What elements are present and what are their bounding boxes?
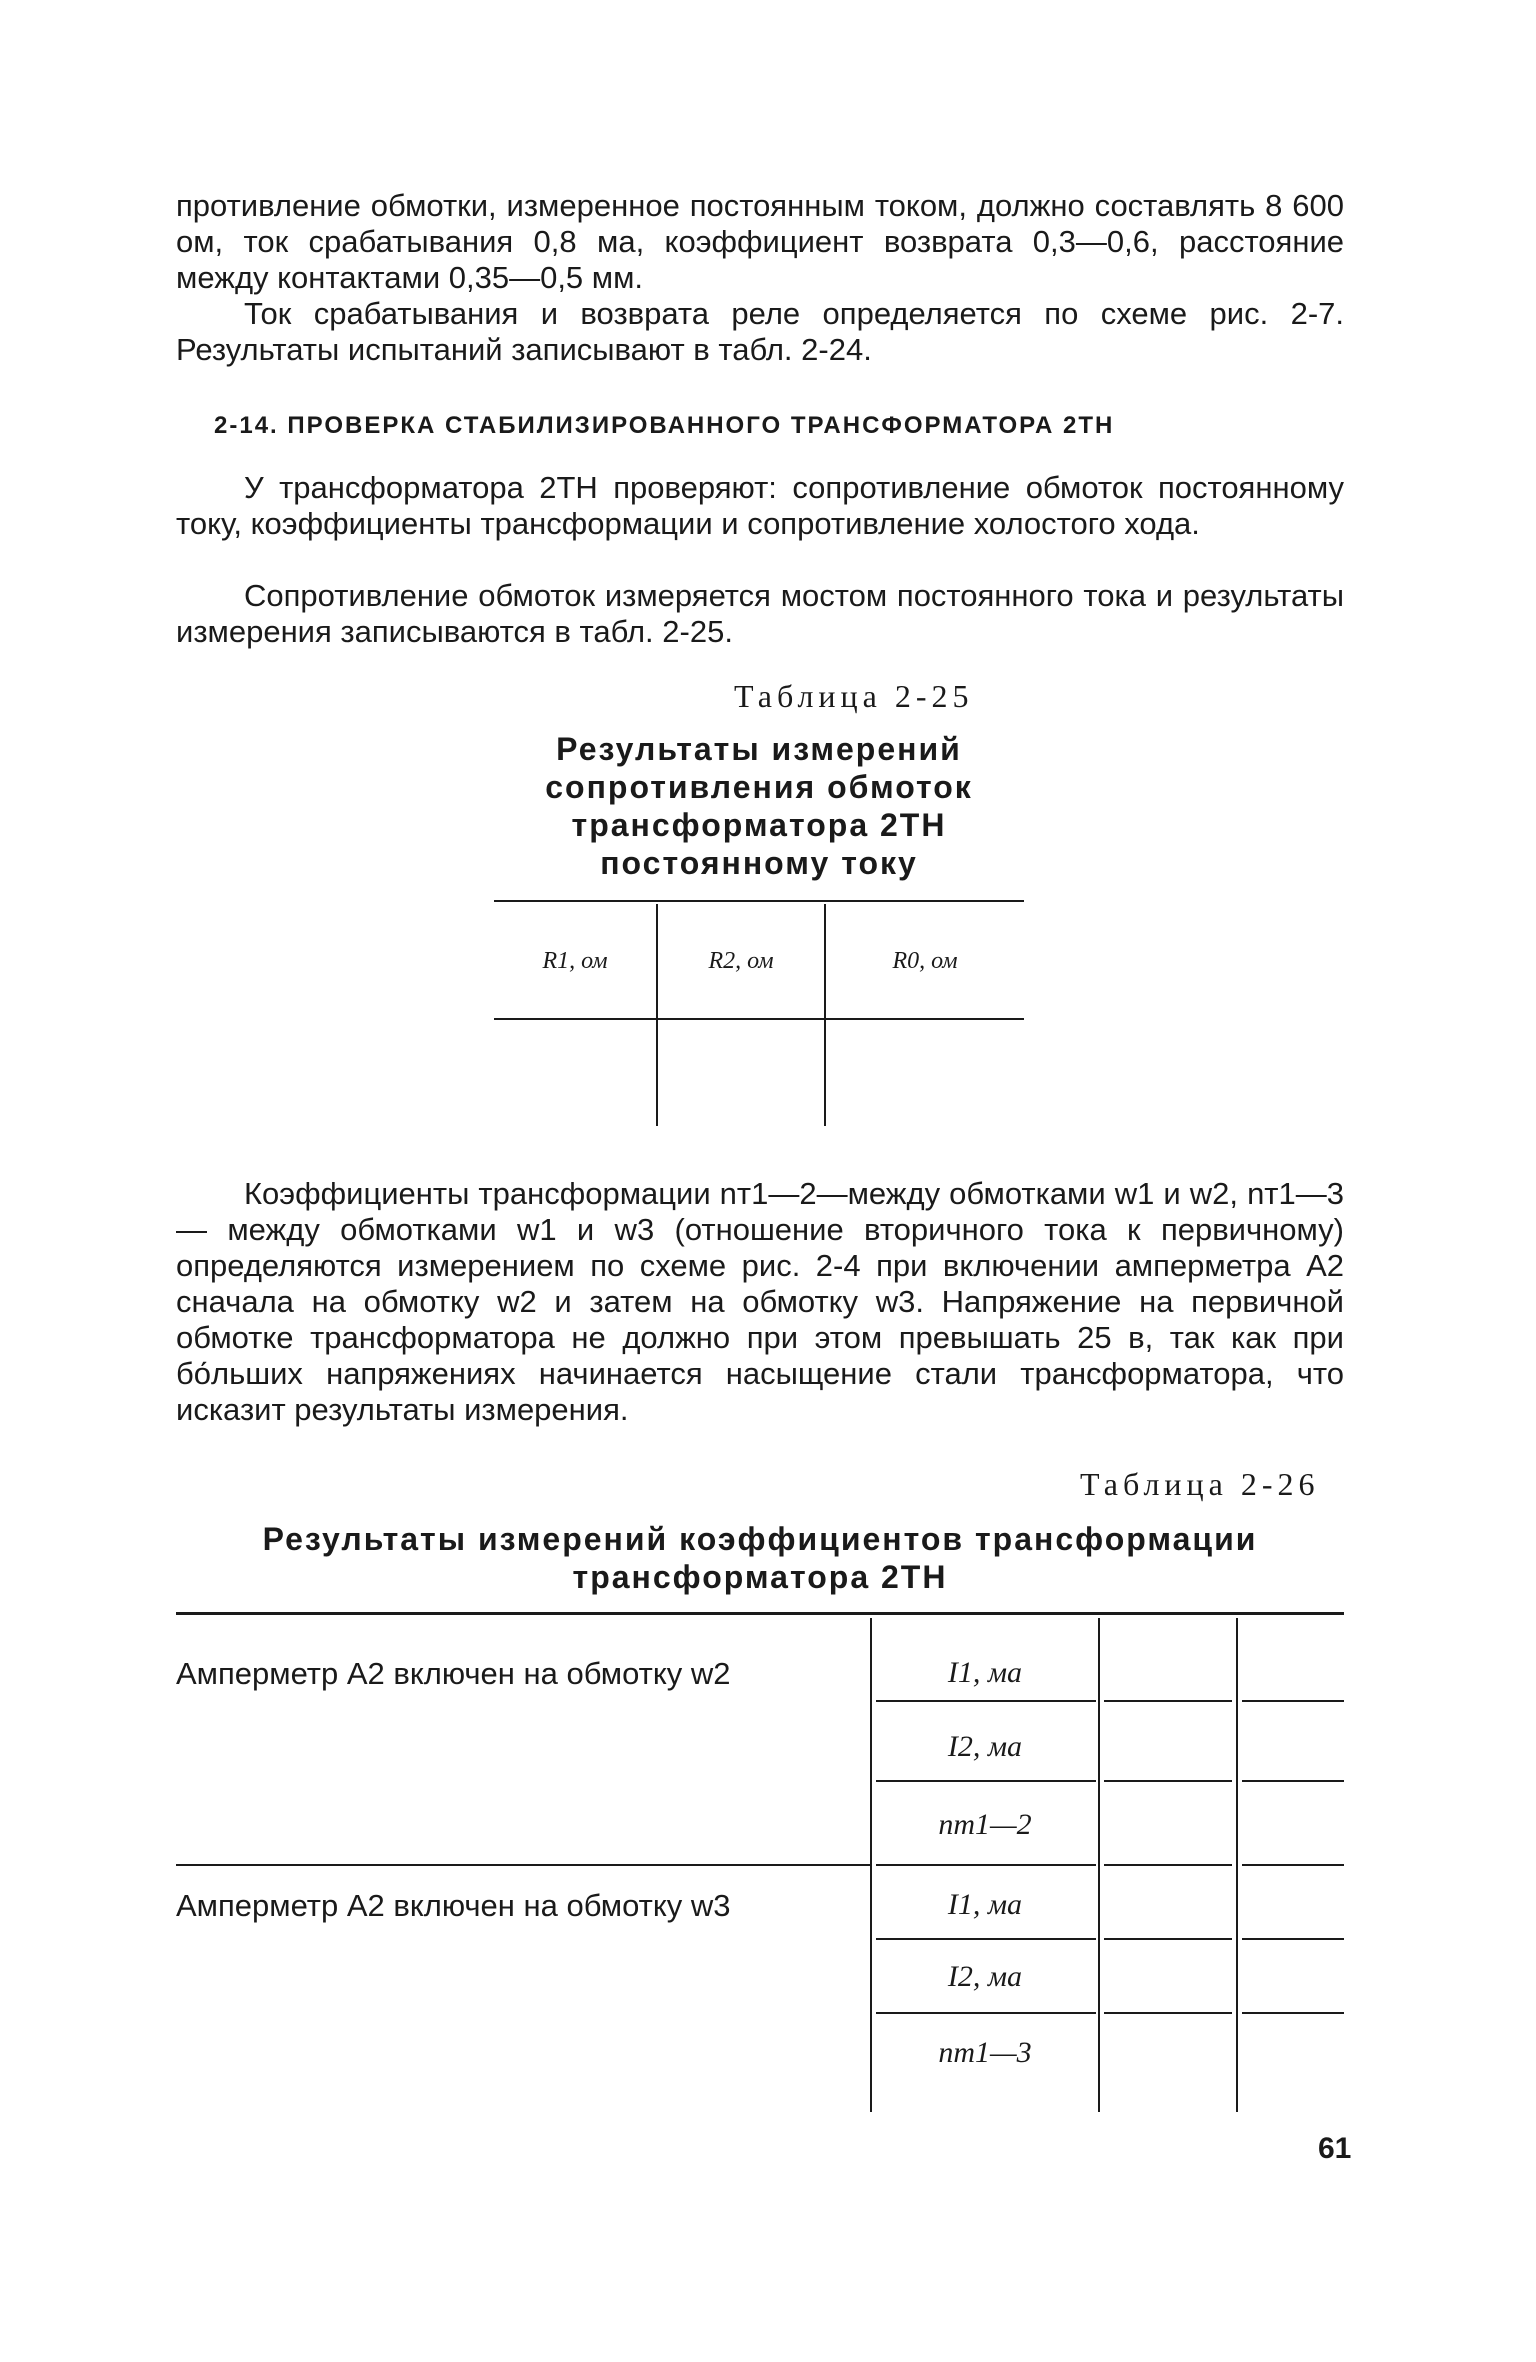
table-26-group-label: Амперметр A2 включен на обмотку w2: [176, 1656, 731, 1691]
paragraph-transformation-coefficients: Коэффициенты трансформации nт1—2—между обмотками w1 и w2, nт1—3 — между обмотками w1 и w3 (отношение вторичного тока к первичному) определяются измерением по схеме рис. 2-4 при включении амперметра A2 сначала на обмотку w2 и затем на обмотку w3. Напряжение на первичной обмотке трансформатора не должно при этом превышать 25 в, так как при бо́льших напряжениях начинается насыщение стали трансформатора, что исказит результаты измерения.: [176, 1176, 1344, 1427]
table-row-rule: [1104, 1864, 1232, 1866]
table-row-rule: [1104, 1780, 1232, 1782]
table-26-row-n12: nт1—2: [938, 1808, 1032, 1841]
table-26-group-label: Амперметр A2 включен на обмотку w3: [176, 1888, 731, 1923]
table-group-rule: [176, 1864, 870, 1866]
table-26-title-line: трансформатора 2ТН: [572, 1559, 948, 1595]
table-26-row-i2: I2, ма: [947, 1730, 1023, 1763]
table-25-title-line: постоянному току: [600, 845, 918, 881]
table-row-rule: [876, 2012, 1096, 2014]
table-26-row-i1: I1, ма: [947, 1656, 1023, 1689]
table-row-rule: [1104, 2012, 1232, 2014]
table-25-title-line: сопротивления обмоток: [545, 769, 973, 805]
table-26-row-i2: I2, ма: [947, 1960, 1023, 1993]
section-heading: 2-14. ПРОВЕРКА СТАБИЛИЗИРОВАННОГО ТРАНСФОРМАТОРА 2ТН: [214, 412, 1115, 439]
table-row-rule: [1242, 1780, 1344, 1782]
table-row-rule: [876, 1700, 1096, 1702]
table-row-rule: [1242, 1864, 1344, 1866]
table-26-row-i1: I1, ма: [947, 1888, 1023, 1921]
table-25-title-line: трансформатора 2ТН: [571, 807, 947, 843]
table-26-title: [176, 1520, 1344, 1596]
table-25-label: Таблица 2-25: [734, 678, 974, 714]
table-row-rule: [1242, 1938, 1344, 1940]
table-26-label: Таблица 2-26: [1080, 1466, 1320, 1502]
table-25-header-r2: R2, ом: [708, 948, 774, 974]
table-row-rule: [1242, 2012, 1344, 2014]
table-row-rule: [1242, 1700, 1344, 1702]
table-25-title-line: Результаты измерений: [556, 731, 962, 767]
table-rule: [176, 1612, 1344, 1615]
table-row-rule: [876, 1938, 1096, 1940]
table-row-rule: [876, 1780, 1096, 1782]
table-26-title-line: Результаты измерений коэффициентов трансформации: [262, 1521, 1258, 1557]
table-row-rule: [1104, 1700, 1232, 1702]
paragraph-relay-test: Ток срабатывания и возврата реле определяется по схеме рис. 2-7. Результаты испытаний записывают в табл. 2-24.: [176, 296, 1344, 367]
table-row-rule: [1104, 1938, 1232, 1940]
paragraph-relay-params: противление обмотки, измеренное постоянным током, должно составлять 8 600 ом, ток срабатывания 0,8 ма, коэффициент возврата 0,3—0,6, расстояние между контактами 0,35—0,5 мм.: [176, 188, 1344, 295]
table-rule: [494, 900, 1024, 902]
paragraph-resistance-measure: Сопротивление обмоток измеряется мостом постоянного тока и результаты измерения записываются в табл. 2-25.: [176, 578, 1344, 649]
table-rule: [494, 1018, 1024, 1020]
table-25-header-r0: R0, ом: [892, 948, 958, 974]
table-26-row-n13: nт1—3: [938, 2036, 1032, 2069]
page-number: 61: [1318, 2132, 1352, 2165]
table-25-title: [494, 730, 1024, 882]
table-25-header-r1: R1, ом: [542, 948, 608, 974]
table-column-divider: [656, 904, 658, 1126]
table-column-divider: [1236, 1618, 1238, 2112]
table-column-divider: [1098, 1618, 1100, 2112]
table-row-rule: [876, 1864, 1096, 1866]
paragraph-transformer-checks: У трансформатора 2ТН проверяют: сопротивление обмоток постоянному току, коэффициенты трансформации и сопротивление холостого хода.: [176, 470, 1344, 541]
table-column-divider: [824, 904, 826, 1126]
